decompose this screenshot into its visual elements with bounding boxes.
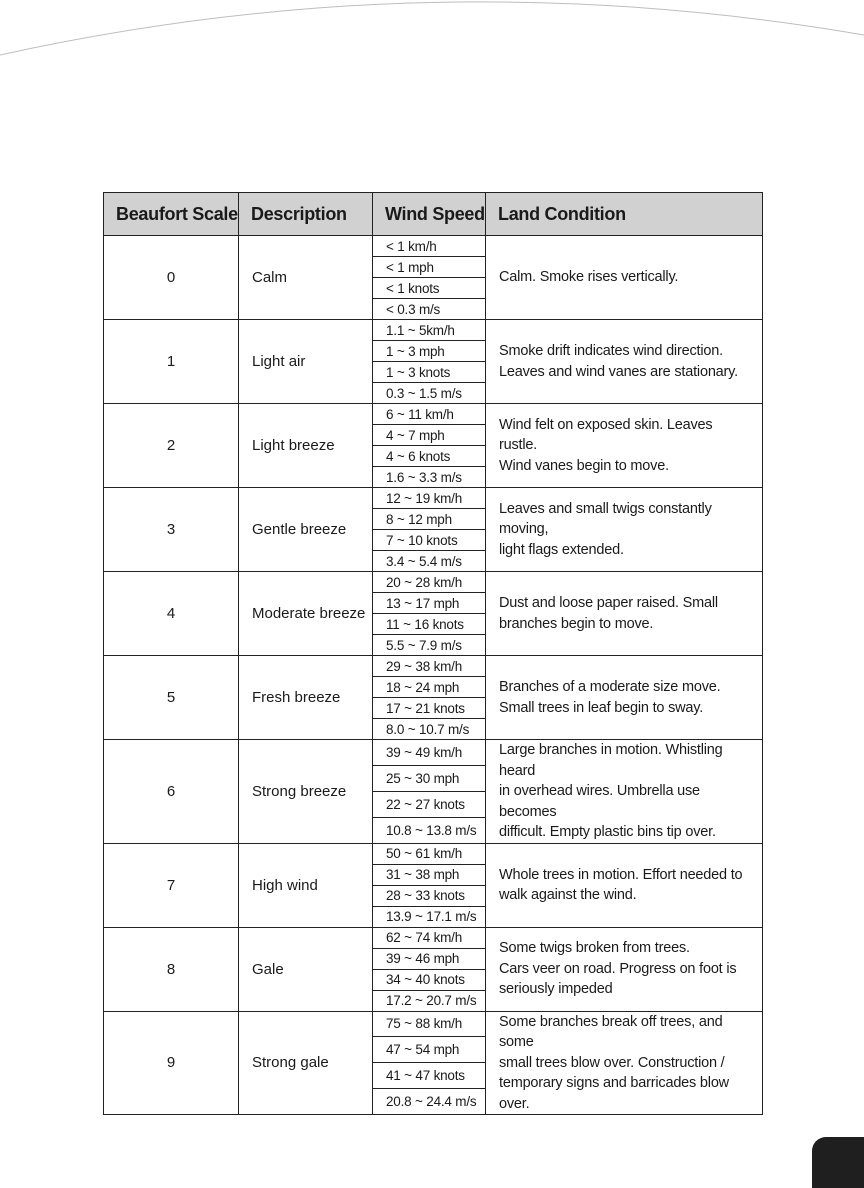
- beaufort-number: 7: [104, 843, 239, 927]
- wind-speed-value: 28 ~ 33 knots: [373, 885, 486, 906]
- land-condition-line: Dust and loose paper raised. Small: [499, 595, 718, 611]
- beaufort-scale-table: [103, 192, 763, 1115]
- wind-speed-value: < 1 km/h: [373, 236, 486, 257]
- header-wind-speed: Wind Speed: [373, 193, 486, 236]
- land-condition: [486, 320, 763, 404]
- wind-speed-value: 75 ~ 88 km/h: [373, 1011, 486, 1037]
- wind-description: Light breeze: [239, 404, 373, 488]
- beaufort-number: 0: [104, 236, 239, 320]
- wind-speed-value: 50 ~ 61 km/h: [373, 843, 486, 864]
- wind-speed-value: 31 ~ 38 mph: [373, 864, 486, 885]
- wind-description: Strong breeze: [239, 740, 373, 844]
- wind-description: Light air: [239, 320, 373, 404]
- wind-description: Calm: [239, 236, 373, 320]
- land-condition-line: Small trees in leaf begin to sway.: [499, 699, 704, 716]
- land-condition: [486, 656, 763, 740]
- wind-speed-value: 62 ~ 74 km/h: [373, 927, 486, 948]
- wind-speed-value: 0.3 ~ 1.5 m/s: [373, 383, 486, 404]
- beaufort-number: 2: [104, 404, 239, 488]
- wind-description: High wind: [239, 843, 373, 927]
- table-row: [104, 488, 763, 509]
- header-description: Description: [239, 193, 373, 236]
- wind-description: Strong gale: [239, 1011, 373, 1115]
- land-condition: [486, 488, 763, 572]
- page-edge-tab: [812, 1137, 864, 1188]
- beaufort-number: 5: [104, 656, 239, 740]
- wind-speed-value: 1.6 ~ 3.3 m/s: [373, 467, 486, 488]
- land-condition-line: small trees blow over. Construction /: [499, 1054, 725, 1071]
- table-row: [104, 927, 763, 948]
- wind-speed-value: 41 ~ 47 knots: [373, 1063, 486, 1089]
- wind-speed-value: 4 ~ 6 knots: [373, 446, 486, 467]
- land-condition: [486, 740, 763, 844]
- land-condition: [486, 404, 763, 488]
- land-condition-line: branches begin to move.: [499, 615, 654, 632]
- table-row: [104, 656, 763, 677]
- land-condition-line: Calm. Smoke rises vertically.: [499, 269, 679, 286]
- beaufort-number: 6: [104, 740, 239, 844]
- land-condition-line: Whole trees in motion. Effort needed to: [499, 866, 743, 883]
- land-condition-line: seriously impeded: [499, 981, 613, 998]
- wind-speed-value: 10.8 ~ 13.8 m/s: [373, 817, 486, 843]
- wind-description: Moderate breeze: [239, 572, 373, 656]
- wind-speed-value: 13 ~ 17 mph: [373, 593, 486, 614]
- land-condition: [486, 236, 763, 320]
- header-land-condition: Land Condition: [486, 193, 763, 236]
- wind-speed-value: 6 ~ 11 km/h: [373, 404, 486, 425]
- beaufort-number: 1: [104, 320, 239, 404]
- wind-speed-value: 1 ~ 3 knots: [373, 362, 486, 383]
- land-condition-line: Some branches break off trees, and some: [499, 1013, 723, 1050]
- table-row: [104, 1011, 763, 1037]
- wind-speed-value: 39 ~ 46 mph: [373, 948, 486, 969]
- wind-speed-value: 20 ~ 28 km/h: [373, 572, 486, 593]
- land-condition-line: difficult. Empty plastic bins tip over.: [499, 824, 716, 840]
- land-condition-line: Large branches in motion. Whistling heard: [499, 742, 723, 779]
- table-row: [104, 843, 763, 864]
- land-condition-line: Leaves and small twigs constantly moving,: [499, 500, 712, 538]
- table-row: [104, 404, 763, 425]
- wind-speed-value: < 1 mph: [373, 257, 486, 278]
- wind-description: Gentle breeze: [239, 488, 373, 572]
- wind-description: Fresh breeze: [239, 656, 373, 740]
- land-condition-line: walk against the wind.: [499, 887, 637, 903]
- beaufort-number: 9: [104, 1011, 239, 1115]
- wind-speed-value: 5.5 ~ 7.9 m/s: [373, 635, 486, 656]
- wind-speed-value: 17 ~ 21 knots: [373, 698, 486, 719]
- land-condition-line: Some twigs broken from trees.: [499, 940, 690, 957]
- wind-speed-value: < 0.3 m/s: [373, 299, 486, 320]
- wind-speed-value: 47 ~ 54 mph: [373, 1037, 486, 1063]
- header-beaufort-scale: Beaufort Scale: [104, 193, 239, 236]
- land-condition-line: Leaves and wind vanes are stationary.: [499, 363, 738, 380]
- wind-speed-value: 3.4 ~ 5.4 m/s: [373, 551, 486, 572]
- land-condition: [486, 1011, 763, 1115]
- land-condition-line: Wind felt on exposed skin. Leaves rustle.: [499, 416, 713, 454]
- table-row: [104, 320, 763, 341]
- beaufort-number: 4: [104, 572, 239, 656]
- table-row: [104, 236, 763, 257]
- table-body: [104, 236, 763, 1115]
- wind-speed-value: 4 ~ 7 mph: [373, 425, 486, 446]
- wind-speed-value: 13.9 ~ 17.1 m/s: [373, 906, 486, 927]
- wind-speed-value: 1.1 ~ 5km/h: [373, 320, 486, 341]
- wind-speed-value: 22 ~ 27 knots: [373, 791, 486, 817]
- land-condition-line: Branches of a moderate size move.: [499, 679, 721, 695]
- land-condition-line: temporary signs and barricades blow over.: [499, 1075, 729, 1112]
- land-condition-line: light flags extended.: [499, 541, 624, 558]
- wind-speed-value: 29 ~ 38 km/h: [373, 656, 486, 677]
- wind-speed-value: 18 ~ 24 mph: [373, 677, 486, 698]
- table-row: [104, 572, 763, 593]
- land-condition-line: Cars veer on road. Progress on foot is: [499, 960, 737, 977]
- land-condition: [486, 572, 763, 656]
- land-condition: [486, 843, 763, 927]
- land-condition-line: Smoke drift indicates wind direction.: [499, 343, 723, 359]
- beaufort-number: 3: [104, 488, 239, 572]
- wind-speed-value: 11 ~ 16 knots: [373, 614, 486, 635]
- wind-speed-value: 34 ~ 40 knots: [373, 969, 486, 990]
- land-condition-line: Wind vanes begin to move.: [499, 457, 669, 474]
- wind-speed-value: < 1 knots: [373, 278, 486, 299]
- beaufort-number: 8: [104, 927, 239, 1011]
- wind-speed-value: 8.0 ~ 10.7 m/s: [373, 719, 486, 740]
- page-corner-arc: [0, 0, 864, 80]
- wind-speed-value: 17.2 ~ 20.7 m/s: [373, 990, 486, 1011]
- land-condition-line: in overhead wires. Umbrella use becomes: [499, 783, 700, 820]
- wind-speed-value: 20.8 ~ 24.4 m/s: [373, 1089, 486, 1115]
- wind-description: Gale: [239, 927, 373, 1011]
- wind-speed-value: 25 ~ 30 mph: [373, 765, 486, 791]
- table-row: [104, 740, 763, 766]
- land-condition: [486, 927, 763, 1011]
- wind-speed-value: 12 ~ 19 km/h: [373, 488, 486, 509]
- wind-speed-value: 39 ~ 49 km/h: [373, 740, 486, 766]
- table-header-row: [104, 193, 763, 236]
- wind-speed-value: 8 ~ 12 mph: [373, 509, 486, 530]
- wind-speed-value: 1 ~ 3 mph: [373, 341, 486, 362]
- wind-speed-value: 7 ~ 10 knots: [373, 530, 486, 551]
